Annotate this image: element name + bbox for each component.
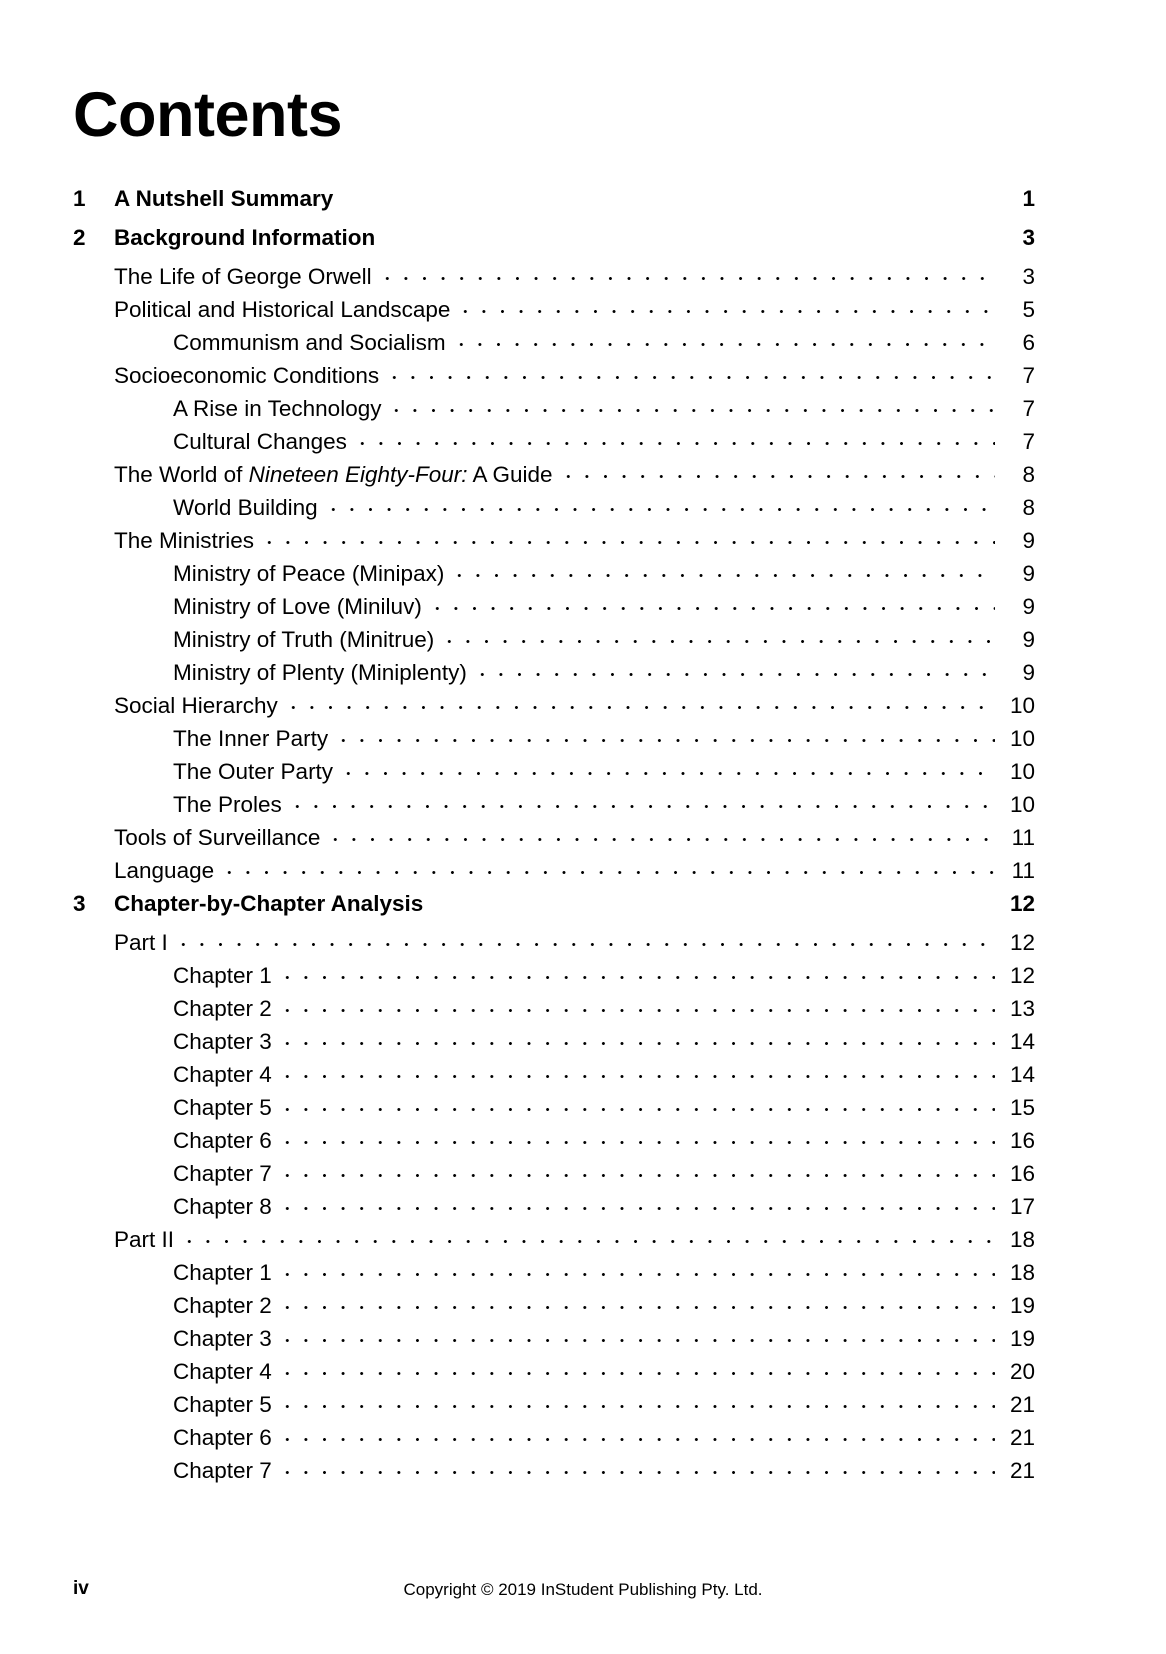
toc-entry[interactable] — [0, 1425, 1166, 1458]
dot-leader — [180, 1231, 995, 1247]
toc-entry[interactable] — [0, 561, 1166, 594]
dot-leader — [278, 1330, 995, 1346]
toc-entry[interactable] — [0, 297, 1166, 330]
toc-entry-title: The Inner Party — [173, 726, 329, 751]
toc-entry-page-number: 21 — [1009, 1392, 1035, 1417]
dot-leader — [429, 895, 995, 911]
toc-entry-title: The Proles — [173, 792, 282, 817]
dot-leader — [278, 1000, 995, 1016]
toc-entry[interactable] — [0, 264, 1166, 297]
dot-leader — [353, 433, 995, 449]
toc-entry-page-number: 21 — [1009, 1425, 1035, 1450]
toc-entry[interactable] — [0, 225, 1166, 264]
toc-entry[interactable] — [0, 1029, 1166, 1062]
toc-entry-page-number: 9 — [1022, 528, 1035, 553]
toc-entry[interactable] — [0, 693, 1166, 726]
toc-entry-title: Background Information — [114, 225, 376, 250]
toc-entry-title: Chapter 7 — [173, 1161, 272, 1186]
toc-entry[interactable] — [0, 1326, 1166, 1359]
toc-entry-title: The Life of George Orwell — [114, 264, 372, 289]
toc-entry[interactable] — [0, 891, 1166, 930]
toc-entry-page-number: 10 — [1009, 693, 1035, 718]
toc-entry[interactable] — [0, 963, 1166, 996]
toc-entry-page-number: 10 — [1009, 792, 1035, 817]
toc-entry-page-number: 8 — [1022, 462, 1035, 487]
dot-leader — [278, 1462, 995, 1478]
dot-leader — [278, 1066, 995, 1082]
dot-leader — [428, 598, 995, 614]
toc-entry-title: Social Hierarchy — [114, 693, 278, 718]
toc-entry-page-number: 19 — [1009, 1293, 1035, 1318]
toc-entry[interactable] — [0, 186, 1166, 225]
toc-entry-page-number: 10 — [1009, 759, 1035, 784]
toc-entry-page-number: 17 — [1009, 1194, 1035, 1219]
dot-leader — [278, 1363, 995, 1379]
dot-leader — [559, 466, 995, 482]
toc-entry-page-number: 14 — [1009, 1029, 1035, 1054]
dot-leader — [278, 1264, 995, 1280]
toc-entry-title: Ministry of Plenty (Miniplenty) — [173, 660, 467, 685]
toc-entry-page-number: 3 — [1022, 225, 1035, 250]
toc-entry-number: 2 — [73, 225, 86, 250]
toc-entry-page-number: 11 — [1011, 858, 1035, 883]
dot-leader — [288, 796, 995, 812]
toc-entry-page-number: 16 — [1009, 1128, 1035, 1153]
toc-entry[interactable] — [0, 1161, 1166, 1194]
dot-leader — [339, 190, 995, 206]
toc-entry[interactable] — [0, 1062, 1166, 1095]
toc-entry-title: Ministry of Truth (Minitrue) — [173, 627, 435, 652]
toc-entry-page-number: 10 — [1009, 726, 1035, 751]
folio-number: iv — [73, 1578, 89, 1599]
dot-leader — [278, 1198, 995, 1214]
toc-entry-title: World Building — [173, 495, 318, 520]
dot-leader — [456, 301, 995, 317]
toc-entry-title: Communism and Socialism — [173, 330, 446, 355]
toc-entry-title: Chapter 3 — [173, 1326, 272, 1351]
toc-entry[interactable] — [0, 1293, 1166, 1326]
toc-entry[interactable] — [0, 792, 1166, 825]
dot-leader — [278, 1132, 995, 1148]
toc-entry-title: A Rise in Technology — [173, 396, 382, 421]
toc-entry-title: Part I — [114, 930, 168, 955]
toc-entry[interactable] — [0, 1359, 1166, 1392]
toc-entry-page-number: 18 — [1009, 1260, 1035, 1285]
toc-entry-title: Cultural Changes — [173, 429, 347, 454]
toc-entry-title: The Ministries — [114, 528, 255, 553]
dot-leader — [278, 1033, 995, 1049]
dot-leader — [278, 1297, 995, 1313]
toc-entry[interactable] — [0, 660, 1166, 693]
toc-entry[interactable] — [0, 825, 1166, 858]
toc-entry-title: The Outer Party — [173, 759, 334, 784]
toc-entry-title: Chapter 3 — [173, 1029, 272, 1054]
toc-entry-page-number: 7 — [1022, 429, 1035, 454]
toc-entry[interactable] — [0, 363, 1166, 396]
dot-leader — [260, 532, 995, 548]
dot-leader — [450, 565, 995, 581]
toc-entry-title: Chapter 6 — [173, 1128, 272, 1153]
toc-entry[interactable] — [0, 462, 1166, 495]
toc-entry-page-number: 9 — [1022, 660, 1035, 685]
toc-entry-title: Chapter 1 — [173, 963, 272, 988]
toc-entry[interactable] — [0, 759, 1166, 792]
dot-leader — [339, 763, 995, 779]
toc-entry[interactable] — [0, 429, 1166, 462]
dot-leader — [387, 400, 995, 416]
toc-entry[interactable] — [0, 1458, 1166, 1491]
toc-entry-title: Chapter 2 — [173, 1293, 272, 1318]
toc-entry-title: Chapter 5 — [173, 1392, 272, 1417]
toc-entry[interactable] — [0, 726, 1166, 759]
toc-entry-page-number: 18 — [1009, 1227, 1035, 1252]
toc-entry[interactable] — [0, 1227, 1166, 1260]
toc-entry-title: Chapter 5 — [173, 1095, 272, 1120]
toc-entry-page-number: 9 — [1022, 594, 1035, 619]
toc-entry-page-number: 9 — [1022, 561, 1035, 586]
toc-entry-title: Part II — [114, 1227, 175, 1252]
toc-entry-page-number: 9 — [1022, 627, 1035, 652]
toc-entry[interactable] — [0, 996, 1166, 1029]
toc-entry-title: Tools of Surveillance — [114, 825, 321, 850]
dot-leader — [278, 1429, 995, 1445]
toc-entry[interactable] — [0, 495, 1166, 528]
toc-entry-title: Chapter 6 — [173, 1425, 272, 1450]
dot-leader — [440, 631, 995, 647]
dot-leader — [278, 1396, 995, 1412]
toc-entry[interactable] — [0, 528, 1166, 561]
dot-leader — [278, 967, 995, 983]
dot-leader — [452, 334, 995, 350]
toc-entry-page-number: 14 — [1009, 1062, 1035, 1087]
toc-entry[interactable] — [0, 396, 1166, 429]
dot-leader — [174, 934, 995, 950]
toc-entry-title: Chapter 1 — [173, 1260, 272, 1285]
toc-entry-title: Ministry of Peace (Minipax) — [173, 561, 445, 586]
toc-entry-title: Chapter 4 — [173, 1359, 272, 1384]
toc-entry-page-number: 12 — [1009, 963, 1035, 988]
dot-leader — [324, 499, 995, 515]
toc-entry-number: 3 — [73, 891, 86, 916]
copyright-notice: Copyright © 2019 InStudent Publishing Pty. Ltd. — [403, 1580, 763, 1599]
dot-leader — [278, 1099, 995, 1115]
toc-entry[interactable] — [0, 1128, 1166, 1161]
toc-entry-page-number: 15 — [1009, 1095, 1035, 1120]
toc-entry-page-number: 7 — [1022, 396, 1035, 421]
toc-entry-number: 1 — [73, 186, 86, 211]
dot-leader — [326, 829, 995, 845]
toc-entry-page-number: 13 — [1009, 996, 1035, 1021]
toc-entry-title: Chapter-by-Chapter Analysis — [114, 891, 424, 916]
toc-entry-title: Language — [114, 858, 215, 883]
toc-entry-title: The World of Nineteen Eighty-Four: A Guide — [114, 462, 553, 487]
toc-entry-title: Ministry of Love (Miniluv) — [173, 594, 422, 619]
toc-entry[interactable] — [0, 627, 1166, 660]
dot-leader — [220, 862, 995, 878]
dot-leader — [278, 1165, 995, 1181]
toc-entry-page-number: 8 — [1022, 495, 1035, 520]
toc-entry-title: Chapter 7 — [173, 1458, 272, 1483]
toc-entry-page-number: 11 — [1011, 825, 1035, 850]
toc-entry-page-number: 1 — [1022, 186, 1035, 211]
toc-entry[interactable] — [0, 1095, 1166, 1128]
table-of-contents-list — [0, 186, 1166, 1491]
toc-entry-page-number: 19 — [1009, 1326, 1035, 1351]
toc-entry-title: Chapter 8 — [173, 1194, 272, 1219]
toc-entry-page-number: 6 — [1022, 330, 1035, 355]
toc-entry-page-number: 5 — [1022, 297, 1035, 322]
toc-entry[interactable] — [0, 1260, 1166, 1293]
toc-entry-page-number: 12 — [1009, 930, 1035, 955]
page-title: Contents — [73, 80, 342, 150]
toc-entry-page-number: 7 — [1022, 363, 1035, 388]
toc-entry-title: A Nutshell Summary — [114, 186, 334, 211]
toc-entry[interactable] — [0, 930, 1166, 963]
dot-leader — [473, 664, 995, 680]
toc-entry-title: Socioeconomic Conditions — [114, 363, 380, 388]
toc-entry[interactable] — [0, 330, 1166, 363]
toc-entry[interactable] — [0, 594, 1166, 627]
dot-leader — [381, 229, 995, 245]
toc-entry-page-number: 3 — [1022, 264, 1035, 289]
toc-entry-page-number: 12 — [1009, 891, 1035, 916]
toc-entry[interactable] — [0, 1392, 1166, 1425]
page-footer — [0, 1578, 1166, 1608]
toc-entry[interactable] — [0, 1194, 1166, 1227]
toc-entry-title: Chapter 2 — [173, 996, 272, 1021]
dot-leader — [334, 730, 995, 746]
dot-leader — [385, 367, 995, 383]
toc-entry-page-number: 16 — [1009, 1161, 1035, 1186]
dot-leader — [284, 697, 995, 713]
toc-entry-page-number: 20 — [1009, 1359, 1035, 1384]
dot-leader — [378, 268, 995, 284]
toc-entry[interactable] — [0, 858, 1166, 891]
toc-entry-title: Political and Historical Landscape — [114, 297, 451, 322]
toc-entry-title: Chapter 4 — [173, 1062, 272, 1087]
toc-entry-page-number: 21 — [1009, 1458, 1035, 1483]
